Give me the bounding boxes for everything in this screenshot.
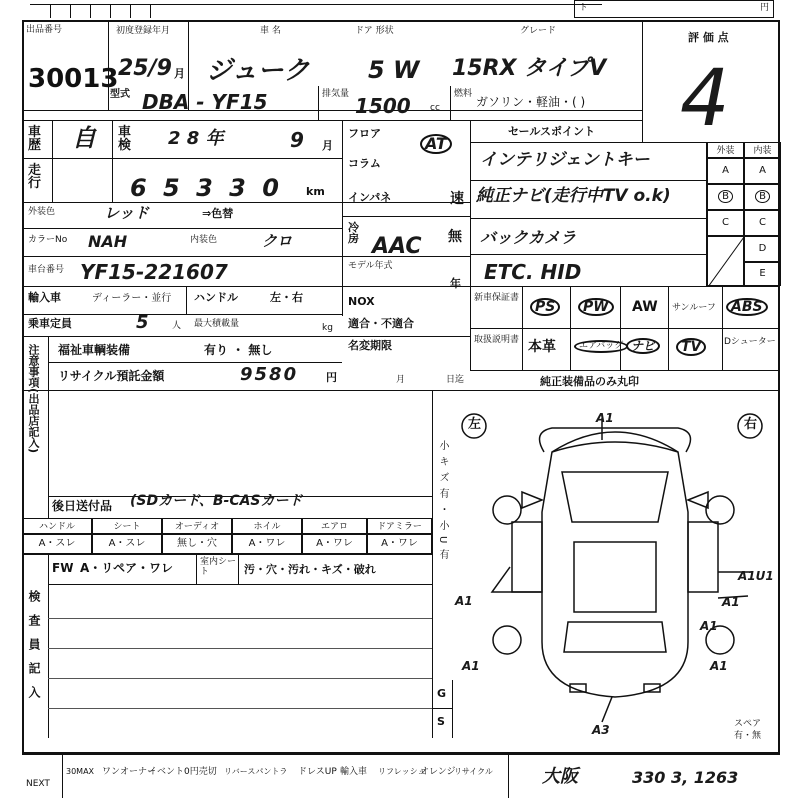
equip-ps: PS bbox=[530, 298, 560, 316]
cond-wheel: A・ワレ bbox=[232, 534, 302, 554]
model-year-unit: 年 bbox=[450, 277, 461, 290]
manual-label: 取扱説明書 bbox=[474, 335, 520, 345]
cond-audio: 無し・穴 bbox=[162, 534, 232, 554]
equip-aw: AW bbox=[632, 299, 658, 315]
int-color-label: 内装色 bbox=[190, 235, 218, 245]
top-grid bbox=[30, 4, 602, 18]
tag-recycle: リサイクル bbox=[454, 767, 493, 776]
handle-label: ハンドル bbox=[194, 291, 238, 304]
inspection-label: 車検 bbox=[118, 125, 132, 153]
mark-a1-right2: A1 bbox=[710, 659, 728, 673]
cond-mirror: A・ワレ bbox=[367, 534, 432, 554]
price-box bbox=[574, 0, 774, 18]
car-name-label: 車 名 bbox=[260, 26, 281, 36]
import-label: 輸入車 bbox=[28, 291, 61, 304]
model-value: DBA - YF15 bbox=[142, 90, 268, 114]
score-label: 評 価 点 bbox=[688, 31, 729, 44]
eval-ext-b bbox=[707, 184, 744, 210]
nox-value: 適合・不適合 bbox=[348, 317, 414, 330]
notes-vertical-label: 注意事項(出品店記入) bbox=[27, 344, 40, 454]
footer-plate: 330 3, 1263 bbox=[632, 768, 739, 787]
lot-label: 出品番号 bbox=[26, 25, 63, 35]
equip-pw: PW bbox=[578, 298, 614, 316]
equip-note: 純正装備品のみ丸印 bbox=[540, 375, 639, 388]
color-no-label: カラーNo bbox=[28, 235, 68, 245]
color-change: ⇒色替 bbox=[202, 207, 234, 220]
inspector-vertical-label: 検査員記入 bbox=[27, 590, 41, 710]
lot-number: 30013 bbox=[28, 64, 119, 94]
tag-30max: 30MAX bbox=[66, 767, 95, 776]
eval-ext-c: C bbox=[707, 210, 744, 236]
welfare-value: 有り ・ 無し bbox=[204, 343, 273, 357]
eval-int-b-mark: B bbox=[755, 190, 770, 203]
equip-leather: 本革 bbox=[528, 339, 556, 355]
tag-event: イベント bbox=[148, 767, 185, 777]
seat-value: 汚・穴・汚れ・キズ・破れ bbox=[244, 563, 376, 576]
history-label: 車歴 bbox=[28, 125, 42, 153]
spare-value: 有・無 bbox=[734, 731, 762, 741]
equip-sunroof: サンルーフ bbox=[672, 303, 716, 313]
eval-header-int: 内装 bbox=[744, 142, 781, 158]
sales-point-4: ETC. HID bbox=[484, 260, 582, 284]
grade-value: 15RX タイプV bbox=[452, 56, 607, 81]
seat-label: 室内シート bbox=[200, 557, 237, 577]
mark-a3: A3 bbox=[592, 723, 610, 737]
cond-seat: A・スレ bbox=[92, 534, 162, 554]
recycle-value: 9580 bbox=[240, 364, 299, 385]
history-value: 自 bbox=[72, 124, 96, 152]
g-mark: G bbox=[437, 687, 447, 700]
model-year-label: モデル年式 bbox=[348, 261, 393, 271]
grade-label: グレード bbox=[520, 26, 557, 36]
price-unit: 円 bbox=[759, 3, 769, 13]
mileage-digits: 6 5 3 3 0 bbox=[130, 174, 283, 202]
cond-header-aero: エアロ bbox=[302, 518, 367, 534]
equip-d-shooter: Dシューター bbox=[724, 337, 776, 347]
fw-label: FW bbox=[52, 561, 74, 575]
int-color-value: クロ bbox=[262, 232, 293, 250]
equip-airbag: エアバッグ bbox=[574, 340, 628, 353]
tag-one-owner: ワンオーナー bbox=[102, 767, 157, 777]
model-label: 型式 bbox=[110, 89, 130, 100]
mileage-unit: km bbox=[306, 185, 325, 198]
after-label: 後日送付品 bbox=[52, 499, 113, 513]
nox-label: NOX bbox=[348, 295, 375, 308]
eval-header-ext: 外装 bbox=[707, 142, 744, 158]
tag-zero-yen: 0円売切 bbox=[184, 767, 217, 777]
name-change-label: 名変期限 bbox=[348, 339, 392, 352]
score-value: 4 bbox=[680, 54, 730, 144]
eval-ext-blank bbox=[707, 236, 744, 286]
sales-point-1: インテリジェントキー bbox=[480, 150, 650, 170]
equip-navi: ナビ bbox=[626, 338, 660, 354]
eval-int-a: A bbox=[744, 158, 781, 184]
eval-int-d: D bbox=[744, 236, 781, 262]
ac-none: 無 bbox=[448, 229, 462, 245]
eval-ext-b-mark: B bbox=[718, 190, 733, 203]
fuel-label: 燃料 bbox=[454, 89, 473, 99]
spare-label: スペア bbox=[734, 719, 762, 729]
cond-header-mirror: ドアミラー bbox=[367, 518, 432, 534]
fw-value: A・リペア・ワレ bbox=[80, 561, 174, 575]
eval-int-c: C bbox=[744, 210, 781, 236]
ac-label: 冷房 bbox=[348, 221, 359, 245]
diagram-left: 左 bbox=[468, 417, 482, 432]
equip-abs: ABS bbox=[726, 298, 768, 316]
car-diagram bbox=[452, 392, 778, 738]
cond-header-wheel: ホイル bbox=[232, 518, 302, 534]
footer-location: 大阪 bbox=[542, 766, 578, 787]
tag-reverse: リバースパントラ bbox=[224, 767, 288, 776]
load-unit: kg bbox=[322, 323, 333, 333]
sales-points-title: セールスポイント bbox=[508, 125, 596, 138]
shift-floor: フロア bbox=[348, 127, 381, 140]
diagram-right: 右 bbox=[744, 417, 758, 432]
welfare-label: 福祉車輌装備 bbox=[58, 343, 131, 357]
footer-bar bbox=[22, 752, 780, 800]
after-value: (SDカード、B-CASカード bbox=[130, 493, 303, 509]
mark-a1-bottom-left: A1 bbox=[462, 659, 480, 673]
capacity-label: 乗車定員 bbox=[28, 317, 72, 330]
ext-color-value: レッド bbox=[104, 204, 149, 222]
disp-unit: cc bbox=[430, 103, 440, 113]
car-name-value: ジューク bbox=[206, 56, 310, 86]
disp-label: 排気量 bbox=[322, 89, 350, 99]
sales-point-2: 純正ナビ(走行中TV o.k) bbox=[476, 186, 671, 206]
cond-aero: A・ワレ bbox=[302, 534, 367, 554]
inspection-value: 2 8 年 bbox=[168, 128, 224, 149]
mark-a1-right1: A1 bbox=[722, 595, 740, 609]
eval-int-b bbox=[744, 184, 781, 210]
recycle-unit: 円 bbox=[326, 371, 337, 384]
first-reg-label: 初度登録年月 bbox=[116, 26, 171, 36]
shift-column: コラム bbox=[348, 157, 381, 170]
cond-header-audio: オーディオ bbox=[162, 518, 232, 534]
handle-value: 左・右 bbox=[270, 291, 303, 304]
eval-table bbox=[706, 142, 780, 286]
cond-header-seat: シート bbox=[92, 518, 162, 534]
chassis-label: 車台番号 bbox=[28, 265, 65, 275]
door-label: ドア 形状 bbox=[355, 26, 394, 36]
date-month: 月 bbox=[396, 375, 406, 385]
shift-at: AT bbox=[420, 134, 452, 154]
capacity-value: 5 bbox=[136, 312, 149, 333]
cond-handle: A・スレ bbox=[22, 534, 92, 554]
load-label: 最大積載量 bbox=[194, 319, 240, 329]
door-value: 5 W bbox=[368, 56, 420, 84]
tag-dress-up: ドレスUP bbox=[298, 767, 337, 777]
cond-header-handle: ハンドル bbox=[22, 518, 92, 534]
eval-int-e: E bbox=[744, 262, 781, 286]
mark-a1u1: A1U1 bbox=[738, 569, 774, 583]
tag-orange: オレンジ bbox=[420, 767, 456, 777]
s-mark: S bbox=[437, 715, 445, 728]
disp-value: 1500 bbox=[355, 94, 411, 118]
chassis-value: YF15-221607 bbox=[80, 260, 228, 284]
ext-color-label: 外装色 bbox=[28, 207, 56, 217]
first-reg-unit: 月 bbox=[174, 67, 185, 80]
mark-a1-top: A1 bbox=[596, 411, 614, 425]
mark-a1-left: A1 bbox=[455, 594, 473, 608]
shift-panel: インパネ bbox=[348, 191, 392, 204]
speed-label: 速 bbox=[450, 191, 464, 207]
tag-import: 輸入車 bbox=[340, 767, 368, 777]
top-code: ト bbox=[579, 3, 589, 13]
recycle-label: リサイクル預託金額 bbox=[58, 369, 165, 383]
next-label: NEXT bbox=[26, 779, 50, 789]
color-no-value: NAH bbox=[88, 232, 128, 251]
date-day: 日迄 bbox=[446, 375, 465, 385]
inspection-month-unit: 月 bbox=[322, 139, 333, 152]
condition-table bbox=[22, 518, 432, 554]
mileage-label: 走行 bbox=[28, 163, 42, 191]
import-value: ディーラー・並行 bbox=[92, 293, 172, 304]
first-reg-value: 25/9 bbox=[118, 56, 172, 81]
scratch-label: 小キズ有・小U有 bbox=[437, 440, 448, 566]
sales-point-3: バックカメラ bbox=[480, 228, 577, 247]
mark-a1-right3: A1 bbox=[700, 619, 718, 633]
ac-value: AAC bbox=[372, 234, 422, 259]
capacity-unit: 人 bbox=[172, 321, 182, 331]
warranty-label: 新車保証書 bbox=[474, 293, 520, 303]
inspection-month: 9 bbox=[290, 128, 304, 152]
tag-refresh: リフレッシュ bbox=[378, 767, 426, 776]
fuel-value: ガソリン・軽油・( ) bbox=[476, 95, 586, 109]
eval-ext-a: A bbox=[707, 158, 744, 184]
equip-tv: TV bbox=[676, 338, 706, 356]
